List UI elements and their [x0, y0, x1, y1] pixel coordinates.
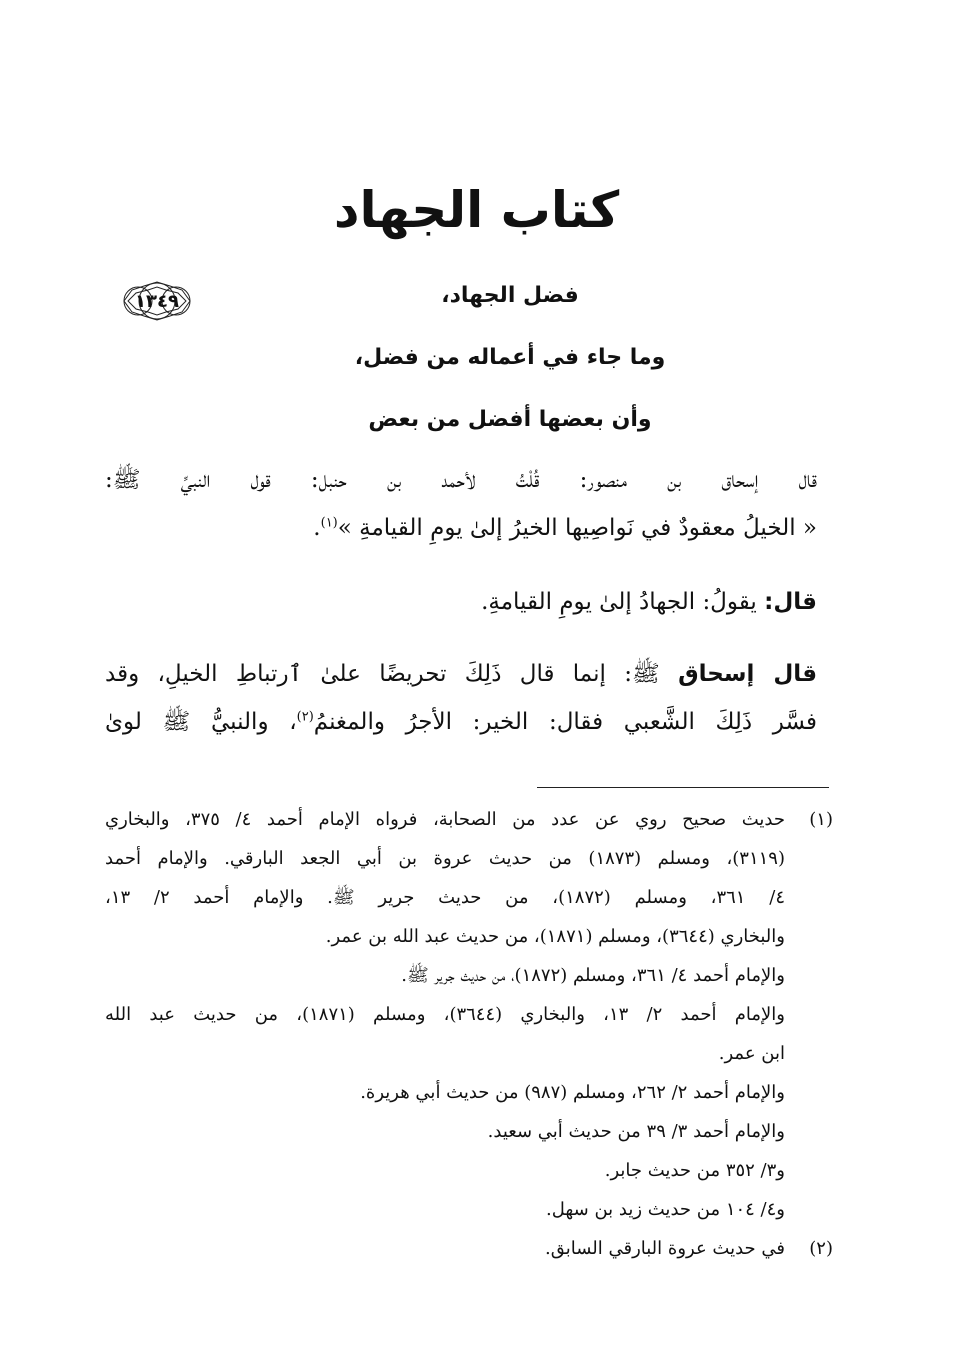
footnote-ref-1[interactable]: (١) — [320, 515, 338, 531]
paragraph-3-lead: قال إسحاق — [678, 661, 818, 687]
footnote-1-line: والإمام أحمد ٤/ ٣٦١، ومسلم (١٨٧٢)، من حديث جرير ﷺ. — [401, 965, 785, 986]
footnote-1 — [105, 800, 833, 1229]
footnote-1-line: والبخاري (٣٦٤٤)، ومسلم (١٨٧١)، من حديث عبد الله بن عمر. — [325, 926, 785, 947]
footnote-2 — [105, 1229, 833, 1268]
footnote-1-line: (٣١١٩)، ومسلم (١٨٧٣) من حديث عروة بن أبي الجعد البارقي. والإمام أحمد — [105, 848, 785, 869]
chapter-number: ١٣٤٩ — [135, 290, 179, 312]
section-heading-3: وأن بعضها أفضل من بعض — [368, 407, 652, 432]
paragraph-2 — [105, 578, 817, 626]
book-title: كتاب الجهاد — [333, 181, 620, 239]
footnote-1-line: حديث صحيح روي عن عدد من الصحابة، فرواه الإمام أحمد ٤/ ٣٧٥، والبخاري — [105, 809, 785, 830]
paragraph-3-line-2 — [105, 698, 817, 746]
footnote-2-line: في حديث عروة البارقي السابق. — [544, 1238, 785, 1259]
hadith-quote: « الخيلُ معقودٌ في نَواصِيها الخيرُ إلىٰ يومِ القيامةِ » — [337, 515, 817, 541]
paragraph-2-text: يقولُ: الجهادُ إلىٰ يومِ القيامةِ. — [481, 589, 765, 615]
footnote-1-line: ابن عمر. — [718, 1043, 785, 1064]
footnote-1-line: والإمام أحمد ٢/ ١٣، والبخاري (٣٦٤٤)، ومسلم (١٨٧١)، من حديث عبد الله — [105, 1004, 785, 1025]
paragraph-3-line-1 — [105, 650, 817, 698]
paragraph-1-line-1: قال إسحاق بن منصور: قُلْتُ لأحمد بن حنبل: قول النبيِّ ﷺ: — [105, 467, 817, 493]
paragraph-3-line-2a: فسَّر ذَلِكَ الشَّعبي فقال: الخير: الأجرُ والمغنمُ — [313, 709, 818, 735]
footnote-1-line: والإمام أحمد ٢/ ٢٦٢، ومسلم (٩٨٧) من حديث أبي هريرة. — [360, 1082, 785, 1103]
paragraph-3-line-2b: ، والنبيُّ ﷺ لوىٰ — [105, 709, 297, 735]
paragraph-1 — [105, 456, 817, 552]
paragraph-3 — [105, 650, 817, 746]
footnote-1-line: و٣/ ٣٥٢ من حديث جابر. — [604, 1160, 785, 1181]
footnotes — [105, 800, 833, 1268]
footnote-1-line: ٤/ ٣٦١، ومسلم (١٨٧٢)، من حديث جرير ﷺ. والإمام أحمد ٢/ ١٣، — [105, 887, 785, 908]
footnote-ref-2[interactable]: (٢) — [296, 709, 314, 725]
paragraph-3-line-1-text: ﷺ: إنما قال ذَلِكَ تحريضًا علىٰ ٱرتباطِ الخيلِ، وقد — [105, 661, 679, 687]
paragraph-1-end: . — [313, 515, 321, 541]
footnote-1-line: والإمام أحمد ٣/ ٣٩ من حديث أبي سعيد. — [487, 1121, 785, 1142]
paragraph-2-lead: قال: — [764, 589, 817, 615]
footnote-1-number: (١) — [809, 809, 833, 830]
chapter-number-ornament — [118, 278, 196, 324]
paragraph-2-line — [105, 578, 817, 626]
paragraph-1-line-2 — [105, 504, 817, 552]
section-heading-2: وما جاء في أعماله من فضل، — [354, 345, 666, 370]
section-heading-1: فضل الجهاد، — [441, 283, 579, 308]
footnote-1-line: و٤/ ١٠٤ من حديث زيد بن سهل. — [546, 1199, 785, 1220]
footnote-2-number: (٢) — [809, 1238, 833, 1259]
footnote-divider — [537, 787, 829, 788]
